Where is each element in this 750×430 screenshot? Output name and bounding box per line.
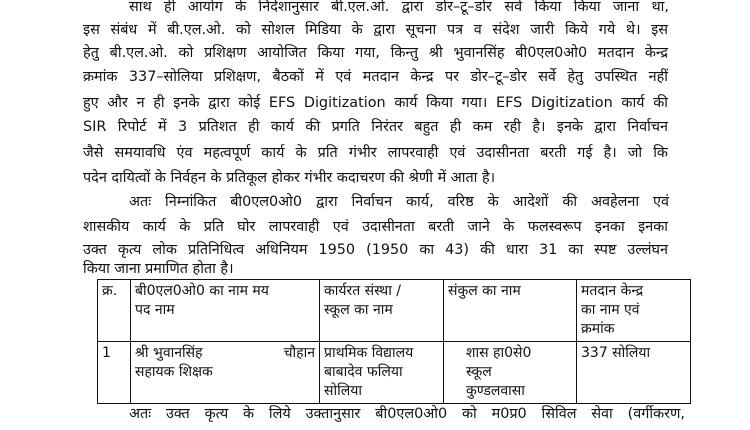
cell-serial: 1	[98, 342, 131, 404]
paragraph-2-line-2: शासकीय कार्य के प्रति घोर लापरवाही एवं उदासीनता बरती जाने के फलस्वरूप इनका इनका	[83, 219, 668, 235]
paragraph-1-line-2: इस संबंध में बी.एल.ओ. को सोशल मिडिया के द्वारा सूचना पत्र व संदेश जारी किये गये थे। इस	[83, 22, 668, 38]
paragraph-2-line-1: अतः निम्नांकित बी0एल0ओ0 द्वारा निर्वाचन कार्य, वरिष्ठ के आदेशों की अवहेलना एवं	[129, 194, 669, 210]
table-row	[98, 342, 691, 404]
paragraph-1-line-1: साथ ही आयोग के निर्देशानुसार बी.एल.ओ. द्वारा डोर–टू–डोर सर्वे किया किया जाना था,	[129, 0, 669, 15]
blo-details-table	[97, 279, 691, 404]
cell-cluster: शास हा0से0 स्कूल कुण्डलवासा	[444, 342, 577, 404]
paragraph-1-line-6: SIR रिपोर्ट में 3 प्रतिशत ही कार्य की प्रगति निरंतर बहुत ही कम रही है। इनके द्वारा निर्वाचन	[83, 119, 668, 135]
paragraph-1-line-7: जैसे समयावधि एंव महत्वपूर्ण कार्य के प्रति गंभीर लापरवाही एवं उदासीनता बरती गई है। जो कि	[83, 145, 668, 161]
header-school: कार्यरत संस्था / स्कूल का नाम	[320, 280, 444, 342]
paragraph-1-line-5: हुए और न ही इनके द्वारा कोई EFS Digitization कार्य किया गया। EFS Digitization कार्य की	[83, 95, 668, 111]
cell-school: प्राथमिक विद्यालय बाबादेव फलिया सोलिया	[320, 342, 444, 404]
table-header-row	[98, 280, 691, 342]
paragraph-3-line-1: अतः उक्त कृत्य के लिये उक्तानुसार बी0एल0ओ0 को म0प्र0 सिविल सेवा (वर्गीकरण,	[129, 406, 685, 422]
header-cluster: संकुल का नाम	[444, 280, 577, 342]
cell-polling-station: 337 सोलिया	[577, 342, 691, 404]
paragraph-1-line-8: पदेन दायित्वों के निर्वहन के प्रतिकूल होकर गंभीर कदाचरण की श्रेणी में आता है।	[83, 170, 496, 186]
paragraph-2-line-4: किया जाना प्रमाणित होता है।	[83, 261, 234, 277]
header-blo-name: बी0एल0ओ0 का नाम मय पद नाम	[131, 280, 320, 342]
paragraph-1-line-4: क्रमांक 337–सोलिया प्रशिक्षण, बैठकों में एवं मतदान केन्द्र पर डोर–टू–डोर सर्वे हेतु उपस्थित नहीं	[83, 69, 668, 85]
header-polling-station: मतदान केन्द्र का नाम एवं क्रमांक	[577, 280, 691, 342]
paragraph-1-line-3: हेतु बी.एल.ओ. को प्रशिक्षण आयोजित किया गया, किन्तु श्री भुवानसिंह बी0एल0ओ0 मतदान केन्द्र	[83, 45, 668, 61]
header-serial: क्र.	[98, 280, 131, 342]
cell-blo-name: श्री भुवानसिंह चौहान सहायक शिक्षक	[131, 342, 320, 404]
paragraph-2-line-3: उक्त कृत्य लोक प्रतिनिधित्व अधिनियम 1950 (1950 का 43) की धारा 31 का स्पष्ट उल्लंघन	[83, 242, 668, 258]
